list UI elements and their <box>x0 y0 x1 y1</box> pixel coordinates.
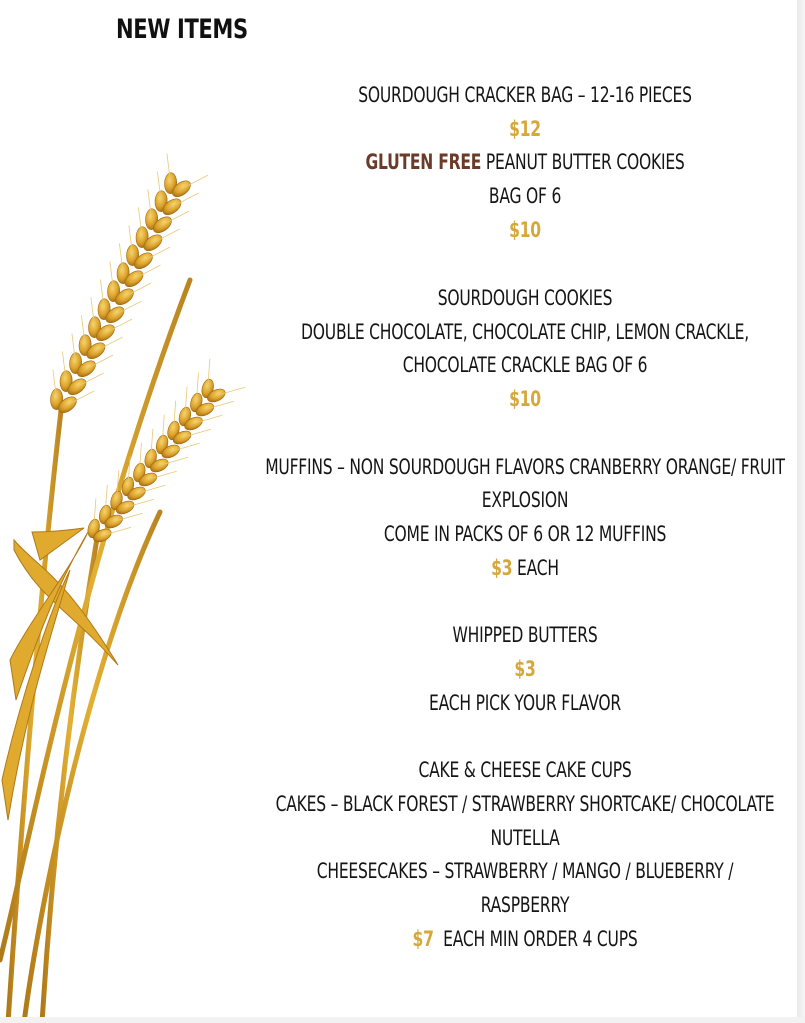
wheat-illustration <box>0 140 260 1023</box>
cake-cups-price: $7 <box>412 927 434 951</box>
pb-cookies-name: PEANUT BUTTER COOKIES <box>485 150 685 174</box>
cheesecakes-line-2: RASPBERRY <box>480 893 570 917</box>
sd-cookies-price: $10 <box>509 387 541 411</box>
cheesecakes-line-1: CHEESECAKES – STRAWBERRY / MANGO / BLUEBERRY / <box>316 859 734 883</box>
pb-cookies-price: $10 <box>509 218 541 242</box>
wheat-stem <box>8 402 62 1023</box>
pb-cookies-line <box>365 149 684 175</box>
cakes-line-2: NUTELLA <box>490 826 560 850</box>
butters-detail: EACH PICK YOUR FLAVOR <box>429 691 621 715</box>
sd-cookies-detail-1: DOUBLE CHOCOLATE, CHOCOLATE CHIP, LEMON CRACKLE, <box>301 320 749 344</box>
muffins-name-1: MUFFINS – NON SOURDOUGH FLAVORS CRANBERRY ORANGE/ FRUIT <box>265 455 785 479</box>
muffins-name-2: EXPLOSION <box>481 488 569 512</box>
cracker-price: $12 <box>509 117 541 141</box>
muffins-price: $3 <box>491 556 513 580</box>
muffins-detail: COME IN PACKS OF 6 OR 12 MUFFINS <box>383 522 667 546</box>
pb-cookies-detail: BAG OF 6 <box>488 184 562 208</box>
wheat-leaf <box>32 528 84 560</box>
cakes-line-1: CAKES – BLACK FOREST / STRAWBERRY SHORTCAKE/ CHOCOLATE <box>275 792 775 816</box>
muffins-price-suffix: EACH <box>517 556 559 580</box>
page-edge-right <box>797 0 805 1023</box>
cake-cups-price-suffix: EACH MIN ORDER 4 CUPS <box>443 927 638 951</box>
cracker-name: SOURDOUGH CRACKER BAG – 12-16 PIECES <box>358 83 692 107</box>
butters-price: $3 <box>514 657 536 681</box>
page-edge-bottom <box>0 1017 805 1023</box>
page-title: NEW ITEMS <box>116 14 248 45</box>
gluten-free-label: GLUTEN FREE <box>365 150 482 174</box>
cake-cups-price-line <box>412 926 637 952</box>
sd-cookies-name: SOURDOUGH COOKIES <box>437 286 613 310</box>
sd-cookies-detail-2: CHOCOLATE CRACKLE BAG OF 6 <box>402 353 648 377</box>
wheat-stem <box>0 280 190 960</box>
butters-name: WHIPPED BUTTERS <box>452 623 598 647</box>
muffins-price-line <box>491 555 559 581</box>
cake-cups-name: CAKE & CHEESE CAKE CUPS <box>418 758 632 782</box>
